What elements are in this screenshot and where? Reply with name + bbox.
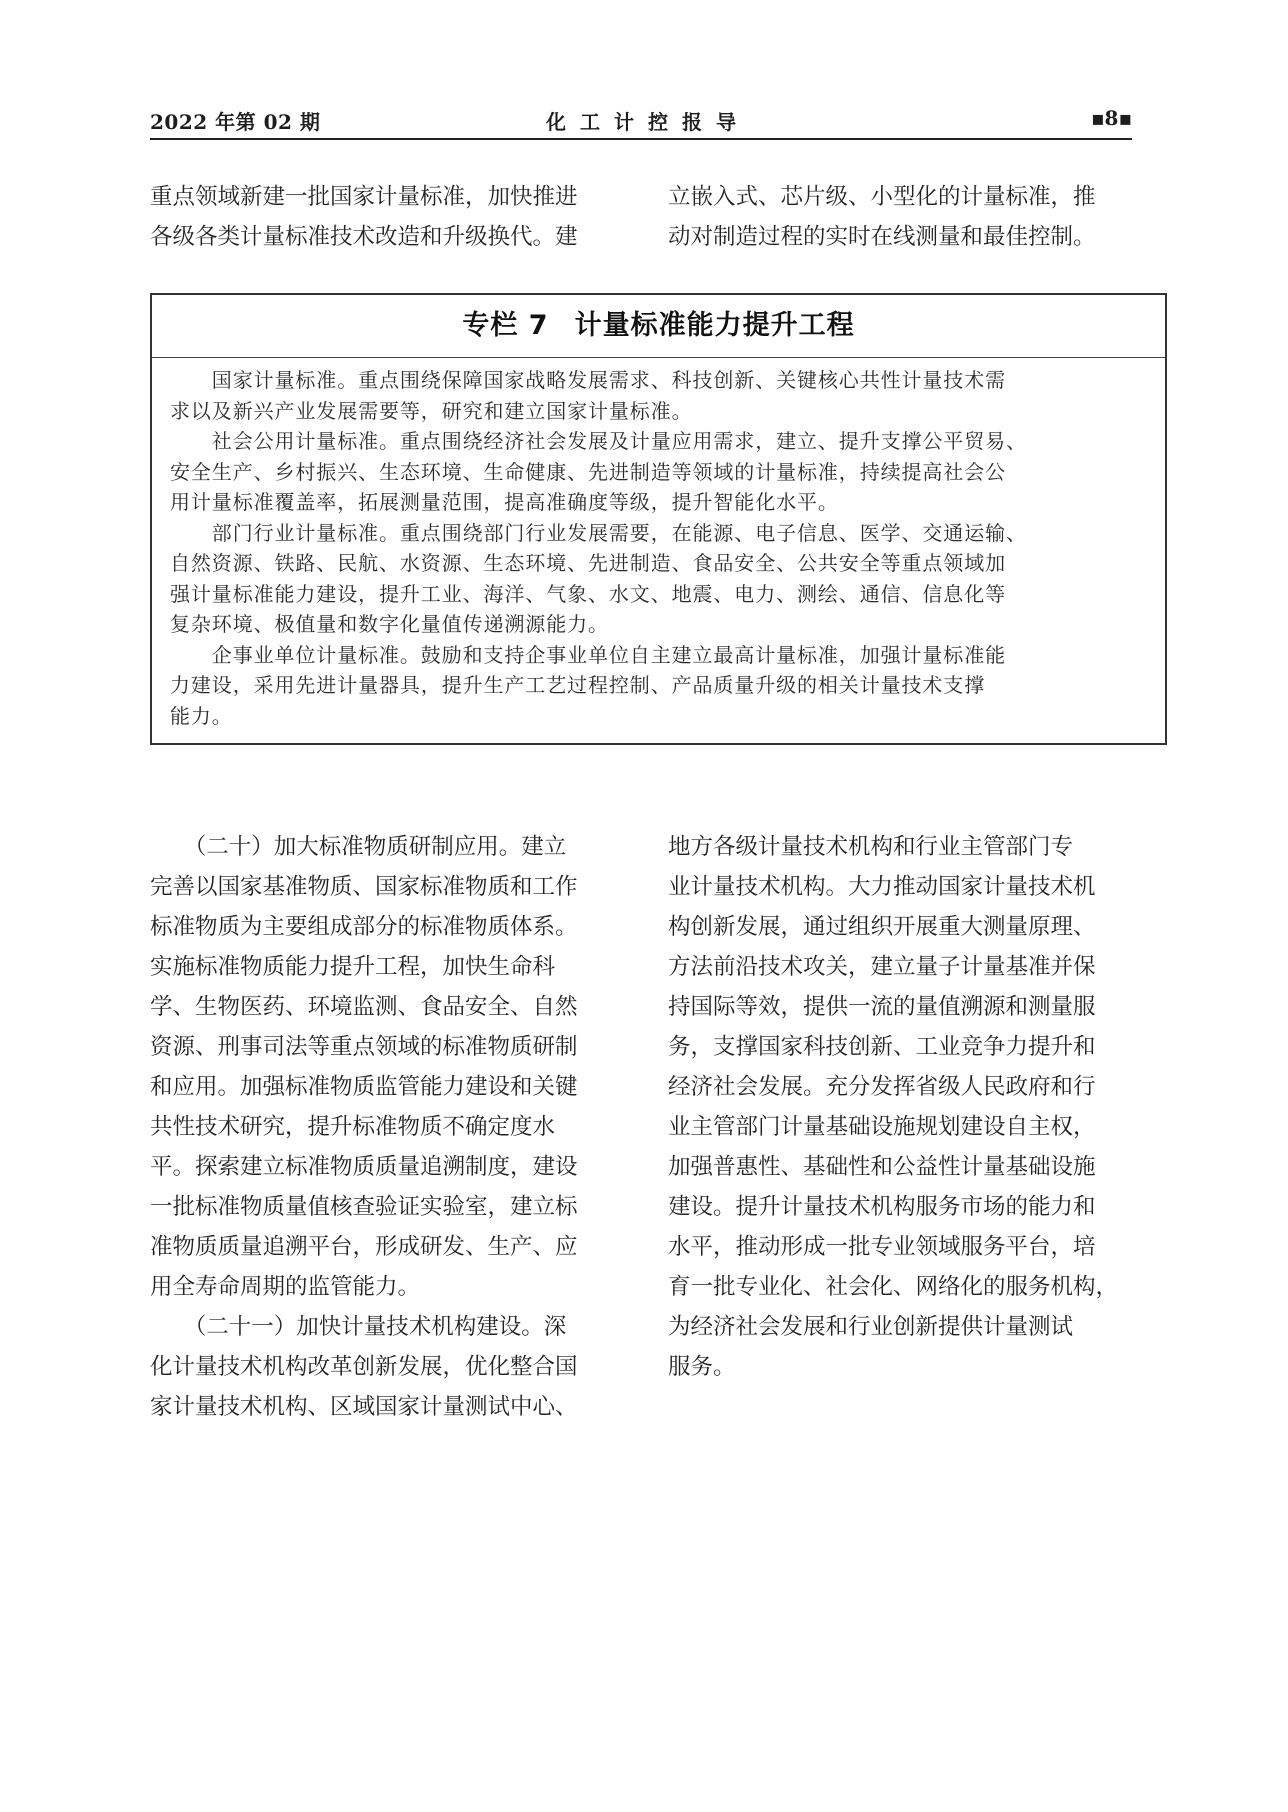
box-line: 安全生产、乡村振兴、生态环境、生命健康、先进制造等领域的计量标准，持续提高社会公 <box>170 459 1006 484</box>
text-line: 育一批专业化、社会化、网络化的服务机构， <box>668 1274 1119 1300</box>
box-body <box>170 365 1150 731</box>
text-line: 重点领域新建一批国家计量标准，加快推进 <box>150 184 578 210</box>
box-label: 专栏 7 <box>462 310 549 341</box>
box-line: 复杂环境、极值量和数字化量值传递溯源能力。 <box>170 612 609 636</box>
text-line: 经济社会发展。充分发挥省级人民政府和行 <box>668 1074 1096 1100</box>
text-line: 方法前沿技术攻关，建立量子计量基准并保 <box>668 954 1096 980</box>
special-column-box <box>150 293 1167 745</box>
box-line: 求以及新兴产业发展需要等，研究和建立国家计量标准。 <box>170 398 693 423</box>
text-line: 业计量技术机构。大力推动国家计量技术机 <box>668 874 1096 900</box>
box-line: 企事业单位计量标准。鼓励和支持企事业单位自主建立最高计量标准，加强计量标准能 <box>170 642 1006 667</box>
top-left-column <box>150 177 578 257</box>
issue-label: 2022 年第 02 期 <box>150 110 321 134</box>
text-line: （二十一）加快计量技术机构建设。深 <box>150 1314 567 1340</box>
text-line: 共性技术研究，提升标准物质不确定度水 <box>150 1114 556 1140</box>
text-line: 动对制造过程的实时在线测量和最佳控制。 <box>668 224 1096 250</box>
box-line: 能力。 <box>170 703 233 728</box>
text-line: 服务。 <box>668 1354 736 1380</box>
text-line: 业主管部门计量基础设施规划建设自主权， <box>668 1114 1096 1140</box>
box-line: 国家计量标准。重点围绕保障国家战略发展需求、科技创新、关键核心共性计量技术需 <box>170 368 1006 392</box>
text-line: 准物质质量追溯平台，形成研发、生产、应 <box>150 1234 578 1260</box>
bottom-left-column <box>150 827 578 1427</box>
page-number: ▪8▪ <box>1090 106 1132 130</box>
box-line: 强计量标准能力建设，提升工业、海洋、气象、水文、地震、电力、测绘、通信、信息化等 <box>170 581 1006 606</box>
bottom-right-column <box>668 827 1118 1387</box>
text-line: 平。探索建立标准物质质量追溯制度，建设 <box>150 1154 578 1180</box>
text-line: 水平，推动形成一批专业领域服务平台，培 <box>668 1234 1096 1260</box>
text-line: 构创新发展，通过组织开展重大测量原理、 <box>668 914 1096 940</box>
box-title-text: 计量标准能力提升工程 <box>574 310 855 341</box>
box-line: 力建设，采用先进计量器具，提升生产工艺过程控制、产品质量升级的相关计量技术支撑 <box>170 673 986 697</box>
text-line: 建设。提升计量技术机构服务市场的能力和 <box>668 1194 1096 1220</box>
text-line: 学、生物医药、环境监测、食品安全、自然 <box>150 994 578 1020</box>
text-line: 和应用。加强标准物质监管能力建设和关键 <box>150 1074 578 1100</box>
box-line: 社会公用计量标准。重点围绕经济社会发展及计量应用需求，建立、提升支撑公平贸易、 <box>170 429 1027 453</box>
box-line: 用计量标准覆盖率，拓展测量范围，提高准确度等级，提升智能化水平。 <box>170 490 839 514</box>
text-line: 一批标准物质量值核查验证实验室，建立标 <box>150 1194 578 1220</box>
text-line: 各级各类计量标准技术改造和升级换代。建 <box>150 224 578 250</box>
box-line: 部门行业计量标准。重点围绕部门行业发展需要，在能源、电子信息、医学、交通运输、 <box>170 520 1027 545</box>
top-right-column <box>668 177 1096 257</box>
text-line: 立嵌入式、芯片级、小型化的计量标准，推 <box>668 184 1096 210</box>
text-line: 化计量技术机构改革创新发展，优化整合国 <box>150 1354 578 1380</box>
text-line: 持国际等效，提供一流的量值溯源和测量服 <box>668 994 1096 1020</box>
text-line: 为经济社会发展和行业创新提供计量测试 <box>668 1314 1074 1340</box>
text-line: 加强普惠性、基础性和公益性计量基础设施 <box>668 1154 1096 1180</box>
text-line: 家计量技术机构、区域国家计量测试中心、 <box>150 1394 578 1420</box>
text-line: （二十）加大标准物质研制应用。建立 <box>150 834 567 860</box>
box-line: 自然资源、铁路、民航、水资源、生态环境、先进制造、食品安全、公共安全等重点领域加 <box>170 551 1006 575</box>
text-line: 标准物质为主要组成部分的标准物质体系。 <box>150 914 578 940</box>
text-line: 完善以国家基准物质、国家标准物质和工作 <box>150 874 578 900</box>
text-line: 资源、刑事司法等重点领域的标准物质研制 <box>150 1034 578 1060</box>
text-line: 用全寿命周期的监管能力。 <box>150 1274 421 1300</box>
text-line: 实施标准物质能力提升工程，加快生命科 <box>150 954 556 980</box>
box-title <box>152 295 1165 358</box>
text-line: 地方各级计量技术机构和行业主管部门专 <box>668 834 1074 860</box>
journal-name: 化工计控报导 <box>546 110 750 134</box>
text-line: 务，支撑国家科技创新、工业竞争力提升和 <box>668 1034 1096 1060</box>
running-header <box>150 104 1132 140</box>
